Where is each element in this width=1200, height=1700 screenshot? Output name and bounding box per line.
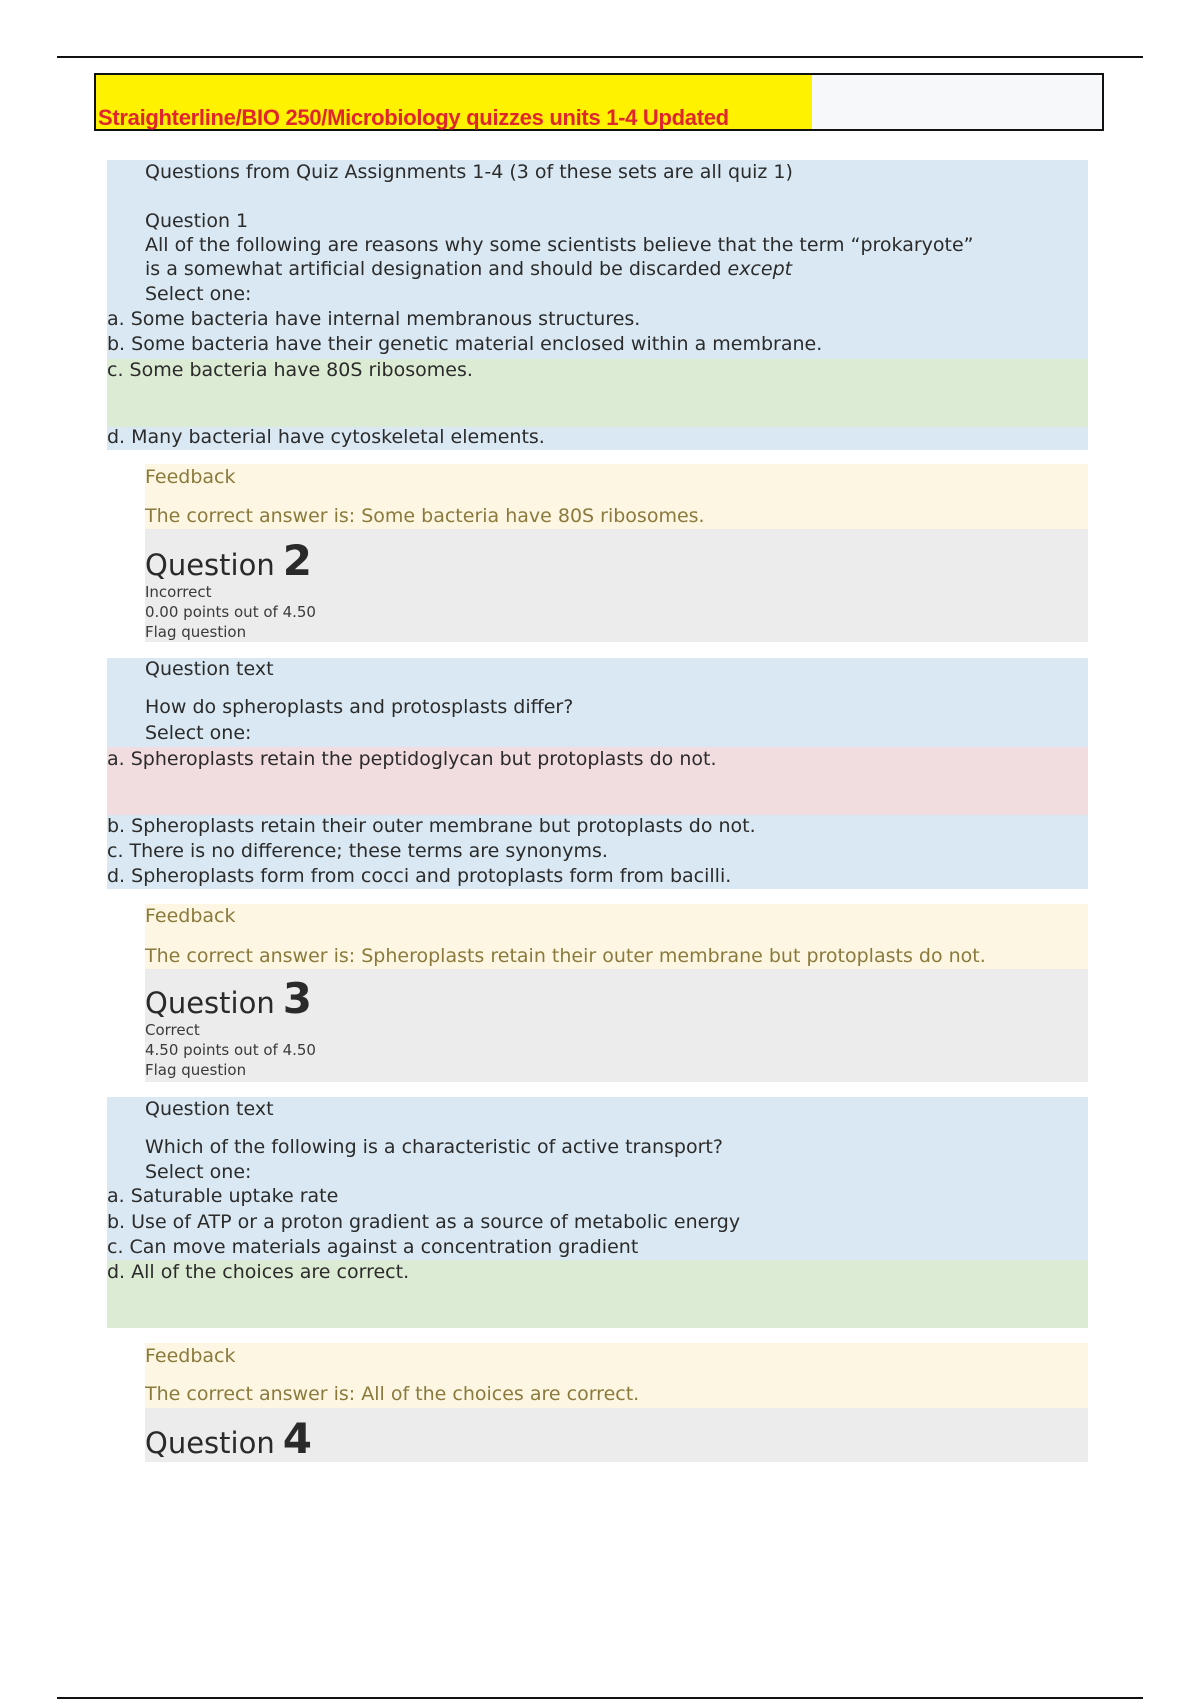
q1-feedback-text: The correct answer is: Some bacteria have 80S ribosomes. bbox=[145, 505, 705, 527]
q3-heading bbox=[145, 974, 312, 1023]
top-rule bbox=[57, 56, 1143, 58]
q2-question-text: How do spheroplasts and protosplasts differ? bbox=[145, 696, 574, 718]
q2-status: Incorrect bbox=[145, 583, 212, 601]
q1-text-emphasis: except bbox=[727, 258, 793, 280]
q3-option-c[interactable]: c. Can move materials against a concentration gradient bbox=[107, 1236, 639, 1258]
document-title: Straighterline/BIO 250/Microbiology quizzes units 1-4 Updated bbox=[98, 105, 729, 130]
q3-option-a[interactable]: a. Saturable uptake rate bbox=[107, 1185, 339, 1207]
q3-flag-question-link[interactable]: Flag question bbox=[145, 1061, 247, 1079]
q1-text-line-2-main: is a somewhat artificial designation and should be discarded bbox=[145, 258, 728, 280]
q3-question-text-label: Question text bbox=[145, 1098, 274, 1120]
q2-flag-question-link[interactable]: Flag question bbox=[145, 623, 247, 641]
q1-label: Question 1 bbox=[145, 210, 249, 232]
q1-option-d[interactable]: d. Many bacterial have cytoskeletal elements. bbox=[107, 426, 545, 448]
q2-feedback-label: Feedback bbox=[145, 905, 236, 927]
q1-option-b[interactable]: b. Some bacteria have their genetic material enclosed within a membrane. bbox=[107, 333, 823, 355]
q4-heading bbox=[145, 1414, 312, 1463]
q3-points: 4.50 points out of 4.50 bbox=[145, 1041, 316, 1059]
q1-option-a[interactable]: a. Some bacteria have internal membranous structures. bbox=[107, 308, 641, 330]
q3-feedback-label: Feedback bbox=[145, 1345, 236, 1367]
q2-option-b[interactable]: b. Spheroplasts retain their outer membrane but protoplasts do not. bbox=[107, 815, 756, 837]
q4-heading-word: Question bbox=[145, 1426, 275, 1460]
q2-heading-word: Question bbox=[145, 548, 275, 582]
q1-text-line-2 bbox=[145, 257, 792, 281]
q3-feedback-text: The correct answer is: All of the choices are correct. bbox=[145, 1383, 640, 1405]
q3-status: Correct bbox=[145, 1021, 200, 1039]
q3-option-b[interactable]: b. Use of ATP or a proton gradient as a source of metabolic energy bbox=[107, 1211, 741, 1233]
bottom-rule bbox=[57, 1697, 1143, 1699]
q1-select-prompt: Select one: bbox=[145, 283, 252, 305]
q2-heading bbox=[145, 536, 312, 585]
q2-option-a[interactable]: a. Spheroplasts retain the peptidoglycan but protoplasts do not. bbox=[107, 748, 717, 770]
q3-select-prompt: Select one: bbox=[145, 1161, 252, 1183]
q3-option-d[interactable]: d. All of the choices are correct. bbox=[107, 1261, 410, 1283]
q4-number: 4 bbox=[282, 1414, 312, 1463]
q3-number: 3 bbox=[282, 974, 312, 1023]
q1-option-c[interactable]: c. Some bacteria have 80S ribosomes. bbox=[107, 359, 473, 381]
q3-heading-word: Question bbox=[145, 986, 275, 1020]
q2-points: 0.00 points out of 4.50 bbox=[145, 603, 316, 621]
q2-select-prompt: Select one: bbox=[145, 722, 252, 744]
intro-line: Questions from Quiz Assignments 1-4 (3 of these sets are all quiz 1) bbox=[145, 161, 793, 183]
q2-number: 2 bbox=[282, 536, 312, 585]
q2-option-c[interactable]: c. There is no difference; these terms are synonyms. bbox=[107, 840, 608, 862]
q3-question-text: Which of the following is a characteristic of active transport? bbox=[145, 1136, 723, 1158]
q2-question-text-label: Question text bbox=[145, 658, 274, 680]
q1-feedback-label: Feedback bbox=[145, 466, 236, 488]
q1-text-line-1: All of the following are reasons why some scientists believe that the term “prokaryote” bbox=[145, 234, 974, 256]
q2-feedback-text: The correct answer is: Spheroplasts retain their outer membrane but protoplasts do not. bbox=[145, 945, 986, 967]
q2-option-d[interactable]: d. Spheroplasts form from cocci and protoplasts form from bacilli. bbox=[107, 865, 732, 887]
document-title-box bbox=[94, 73, 1104, 131]
